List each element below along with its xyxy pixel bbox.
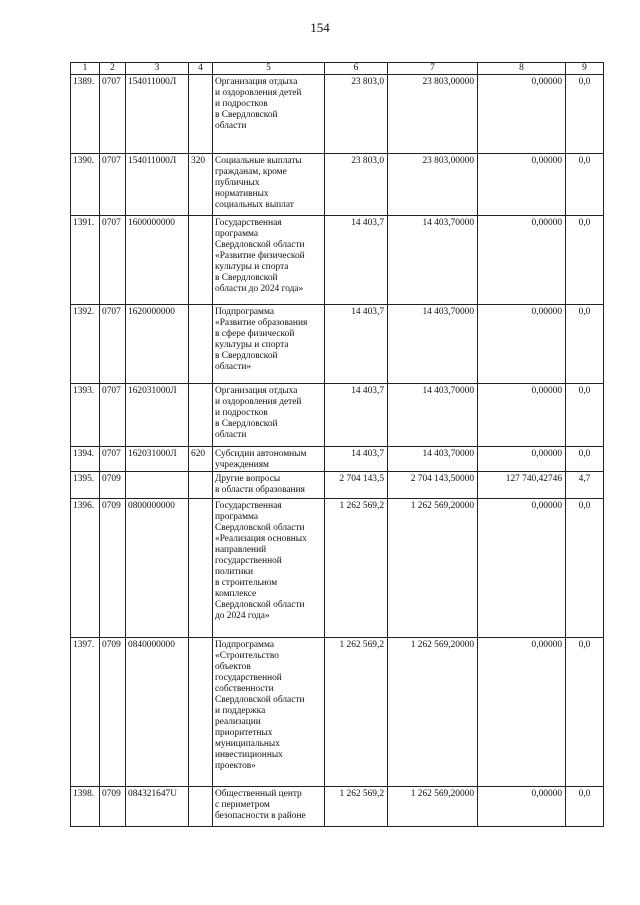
percent-cell: 0,0 [566, 447, 604, 472]
row-number-cell: 1394. [71, 447, 100, 472]
executed-amount-cell: 23 803,00000 [388, 75, 478, 154]
target-code-cell: 154011000Л [126, 75, 189, 154]
header-cell-6: 6 [325, 63, 388, 75]
expense-type-cell [189, 638, 213, 787]
item-name-cell: Государственная программа Свердловской области «Развитие физической культуры и спорта в Свердловской области до 2024 года» [213, 216, 325, 305]
target-code-cell [126, 472, 189, 499]
target-code-cell: 1620000000 [126, 305, 189, 384]
value-cell: 127 740,42746 [478, 472, 566, 499]
amount-cell: 1 262 569,2 [325, 787, 388, 827]
item-name-cell: Организация отдыха и оздоровления детей и подростков в Свердловской области [213, 75, 325, 154]
section-code-cell: 0707 [100, 305, 126, 384]
amount-cell: 2 704 143,5 [325, 472, 388, 499]
executed-amount-cell: 14 403,70000 [388, 305, 478, 384]
executed-amount-cell: 23 803,00000 [388, 154, 478, 216]
target-code-cell: 0840000000 [126, 638, 189, 787]
amount-cell: 1 262 569,2 [325, 638, 388, 787]
amount-cell: 14 403,7 [325, 384, 388, 447]
row-number-cell: 1396. [71, 499, 100, 638]
percent-cell: 0,0 [566, 787, 604, 827]
value-cell: 0,00000 [478, 447, 566, 472]
executed-amount-cell: 1 262 569,20000 [388, 638, 478, 787]
executed-amount-cell: 1 262 569,20000 [388, 499, 478, 638]
table-row [71, 638, 604, 787]
target-code-cell: 154011000Л [126, 154, 189, 216]
table-row [71, 216, 604, 305]
expense-type-cell: 320 [189, 154, 213, 216]
amount-cell: 23 803,0 [325, 75, 388, 154]
item-name-cell: Социальные выплаты гражданам, кроме публичных нормативных социальных выплат [213, 154, 325, 216]
table-row [71, 384, 604, 447]
target-code-cell: 162031000Л [126, 447, 189, 472]
table-row [71, 75, 604, 154]
value-cell: 0,00000 [478, 75, 566, 154]
section-code-cell: 0709 [100, 787, 126, 827]
table-row [71, 787, 604, 827]
budget-table [70, 62, 604, 827]
executed-amount-cell: 1 262 569,20000 [388, 787, 478, 827]
target-code-cell: 084321647U [126, 787, 189, 827]
percent-cell: 0,0 [566, 499, 604, 638]
row-number-cell: 1397. [71, 638, 100, 787]
expense-type-cell [189, 499, 213, 638]
header-cell-7: 7 [388, 63, 478, 75]
expense-type-cell [189, 75, 213, 154]
row-number-cell: 1393. [71, 384, 100, 447]
target-code-cell: 1600000000 [126, 216, 189, 305]
item-name-cell: Государственная программа Свердловской области «Реализация основных направлений государственной политики в строительном комплексе Свердловской области до 2024 года» [213, 499, 325, 638]
amount-cell: 14 403,7 [325, 216, 388, 305]
header-cell-4: 4 [189, 63, 213, 75]
executed-amount-cell: 2 704 143,50000 [388, 472, 478, 499]
executed-amount-cell: 14 403,70000 [388, 216, 478, 305]
value-cell: 0,00000 [478, 499, 566, 638]
item-name-cell: Субсидии автономным учреждениям [213, 447, 325, 472]
section-code-cell: 0707 [100, 216, 126, 305]
value-cell: 0,00000 [478, 216, 566, 305]
table-row [71, 305, 604, 384]
section-code-cell: 0709 [100, 638, 126, 787]
row-number-cell: 1391. [71, 216, 100, 305]
executed-amount-cell: 14 403,70000 [388, 447, 478, 472]
percent-cell: 4,7 [566, 472, 604, 499]
page-number: 154 [310, 20, 330, 35]
amount-cell: 1 262 569,2 [325, 499, 388, 638]
expense-type-cell [189, 216, 213, 305]
value-cell: 0,00000 [478, 638, 566, 787]
value-cell: 0,00000 [478, 154, 566, 216]
percent-cell: 0,0 [566, 75, 604, 154]
amount-cell: 23 803,0 [325, 154, 388, 216]
expense-type-cell: 620 [189, 447, 213, 472]
executed-amount-cell: 14 403,70000 [388, 384, 478, 447]
header-row [71, 63, 604, 75]
header-cell-1: 1 [71, 63, 100, 75]
percent-cell: 0,0 [566, 216, 604, 305]
row-number-cell: 1395. [71, 472, 100, 499]
row-number-cell: 1390. [71, 154, 100, 216]
value-cell: 0,00000 [478, 787, 566, 827]
item-name-cell: Подпрограмма «Строительство объектов государственной собственности Свердловской области и поддержка реализации приоритетных муниципальных инвестиционных проектов» [213, 638, 325, 787]
row-number-cell: 1389. [71, 75, 100, 154]
header-cell-3: 3 [126, 63, 189, 75]
section-code-cell: 0709 [100, 472, 126, 499]
amount-cell: 14 403,7 [325, 447, 388, 472]
expense-type-cell [189, 384, 213, 447]
table-row [71, 499, 604, 638]
row-number-cell: 1398. [71, 787, 100, 827]
table-row [71, 447, 604, 472]
item-name-cell: Другие вопросы в области образования [213, 472, 325, 499]
percent-cell: 0,0 [566, 384, 604, 447]
section-code-cell: 0707 [100, 384, 126, 447]
item-name-cell: Организация отдыха и оздоровления детей и подростков в Свердловской области [213, 384, 325, 447]
value-cell: 0,00000 [478, 305, 566, 384]
table-row [71, 154, 604, 216]
section-code-cell: 0707 [100, 75, 126, 154]
item-name-cell: Подпрограмма «Развитие образования в сфере физической культуры и спорта в Свердловской области» [213, 305, 325, 384]
expense-type-cell [189, 472, 213, 499]
expense-type-cell [189, 787, 213, 827]
percent-cell: 0,0 [566, 154, 604, 216]
row-number-cell: 1392. [71, 305, 100, 384]
header-cell-8: 8 [478, 63, 566, 75]
section-code-cell: 0707 [100, 447, 126, 472]
amount-cell: 14 403,7 [325, 305, 388, 384]
item-name-cell: Общественный центр с периметром безопасности в районе [213, 787, 325, 827]
table-row [71, 472, 604, 499]
section-code-cell: 0709 [100, 499, 126, 638]
value-cell: 0,00000 [478, 384, 566, 447]
header-cell-9: 9 [566, 63, 604, 75]
percent-cell: 0,0 [566, 305, 604, 384]
expense-type-cell [189, 305, 213, 384]
section-code-cell: 0707 [100, 154, 126, 216]
percent-cell: 0,0 [566, 638, 604, 787]
target-code-cell: 162031000Л [126, 384, 189, 447]
target-code-cell: 0800000000 [126, 499, 189, 638]
header-cell-5: 5 [213, 63, 325, 75]
header-cell-2: 2 [100, 63, 126, 75]
